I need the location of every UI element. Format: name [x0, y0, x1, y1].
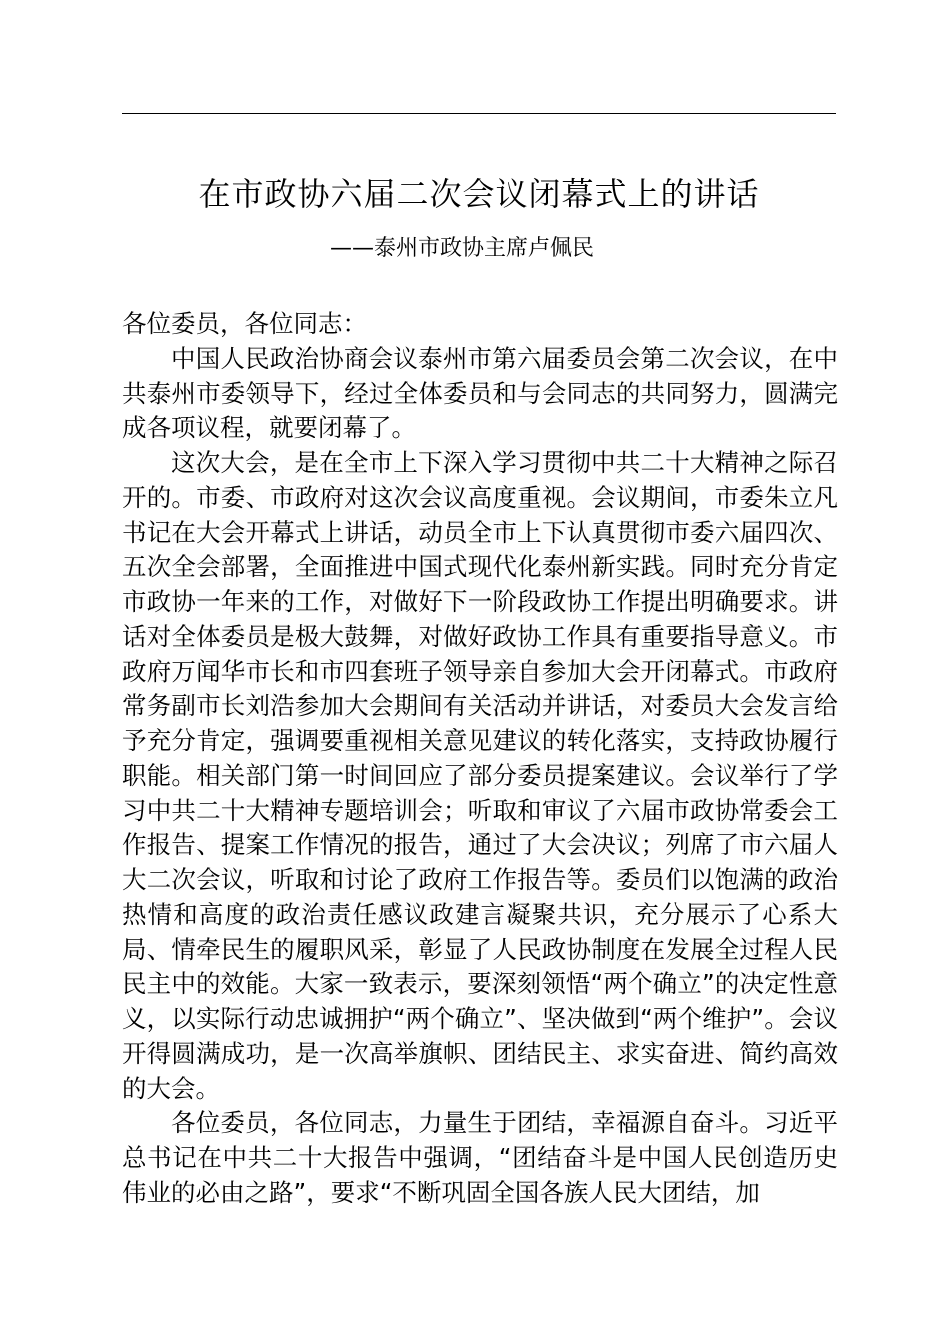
document-subtitle: ——泰州市政协主席卢佩民	[330, 236, 595, 261]
paragraph: 各位委员，各位同志，力量生于团结，幸福源自奋斗。习近平总书记在中共二十大报告中强调，“团结奋斗是中国人民创造历史伟业的必由之路”，要求“不断巩固全国各族人民大团结，加	[122, 1108, 838, 1207]
paragraph: 中国人民政治协商会议泰州市第六届委员会第二次会议，在中共泰州市委领导下，经过全体委员和与会同志的共同努力，圆满完成各项议程，就要闭幕了。	[122, 343, 838, 443]
document-title: 在市政协六届二次会议闭幕式上的讲话	[198, 175, 760, 213]
document-body	[122, 307, 838, 1211]
paragraph: 这次大会，是在全市上下深入学习贯彻中共二十大精神之际召开的。市委、市政府对这次会议高度重视。会议期间，市委朱立凡书记在大会开幕式上讲话，动员全市上下认真贯彻市委六届四次、五次全会部署，全面推进中国式现代化泰州新实践。同时充分肯定市政协一年来的工作，对做好下一阶段政协工作提出明确要求。讲话对全体委员是极大鼓舞，对做好政协工作具有重要指导意义。市政府万闻华市长和市四套班子领导亲自参加大会开闭幕式。市政府常务副市长刘浩参加大会期间有关活动并讲话，对委员大会发言给予充分肯定，强调要重视相关意见建议的转化落实，支持政协履行职能。相关部门第一时间回应了部分委员提案建议。会议举行了学习中共二十大精神专题培训会；听取和审议了六届市政协常委会工作报告、提案工作情况的报告，通过了大会决议；列席了市六届人大二次会议，听取和讨论了政府工作报告等。委员们以饱满的政治热情和高度的政治责任感议政建言凝聚共识，充分展示了心系大局、情牵民生的履职风采，彰显了人民政协制度在发展全过程人民民主中的效能。大家一致表示，要深刻领悟“两个确立”的决定性意义，以实际行动忠诚拥护“两个确立”、坚决做到“两个维护”。会议开得圆满成功，是一次高举旗帜、团结民主、求实奋进、简约高效的大会。	[122, 448, 838, 1103]
header-rule	[122, 113, 836, 114]
salutation: 各位委员，各位同志：	[122, 309, 367, 338]
